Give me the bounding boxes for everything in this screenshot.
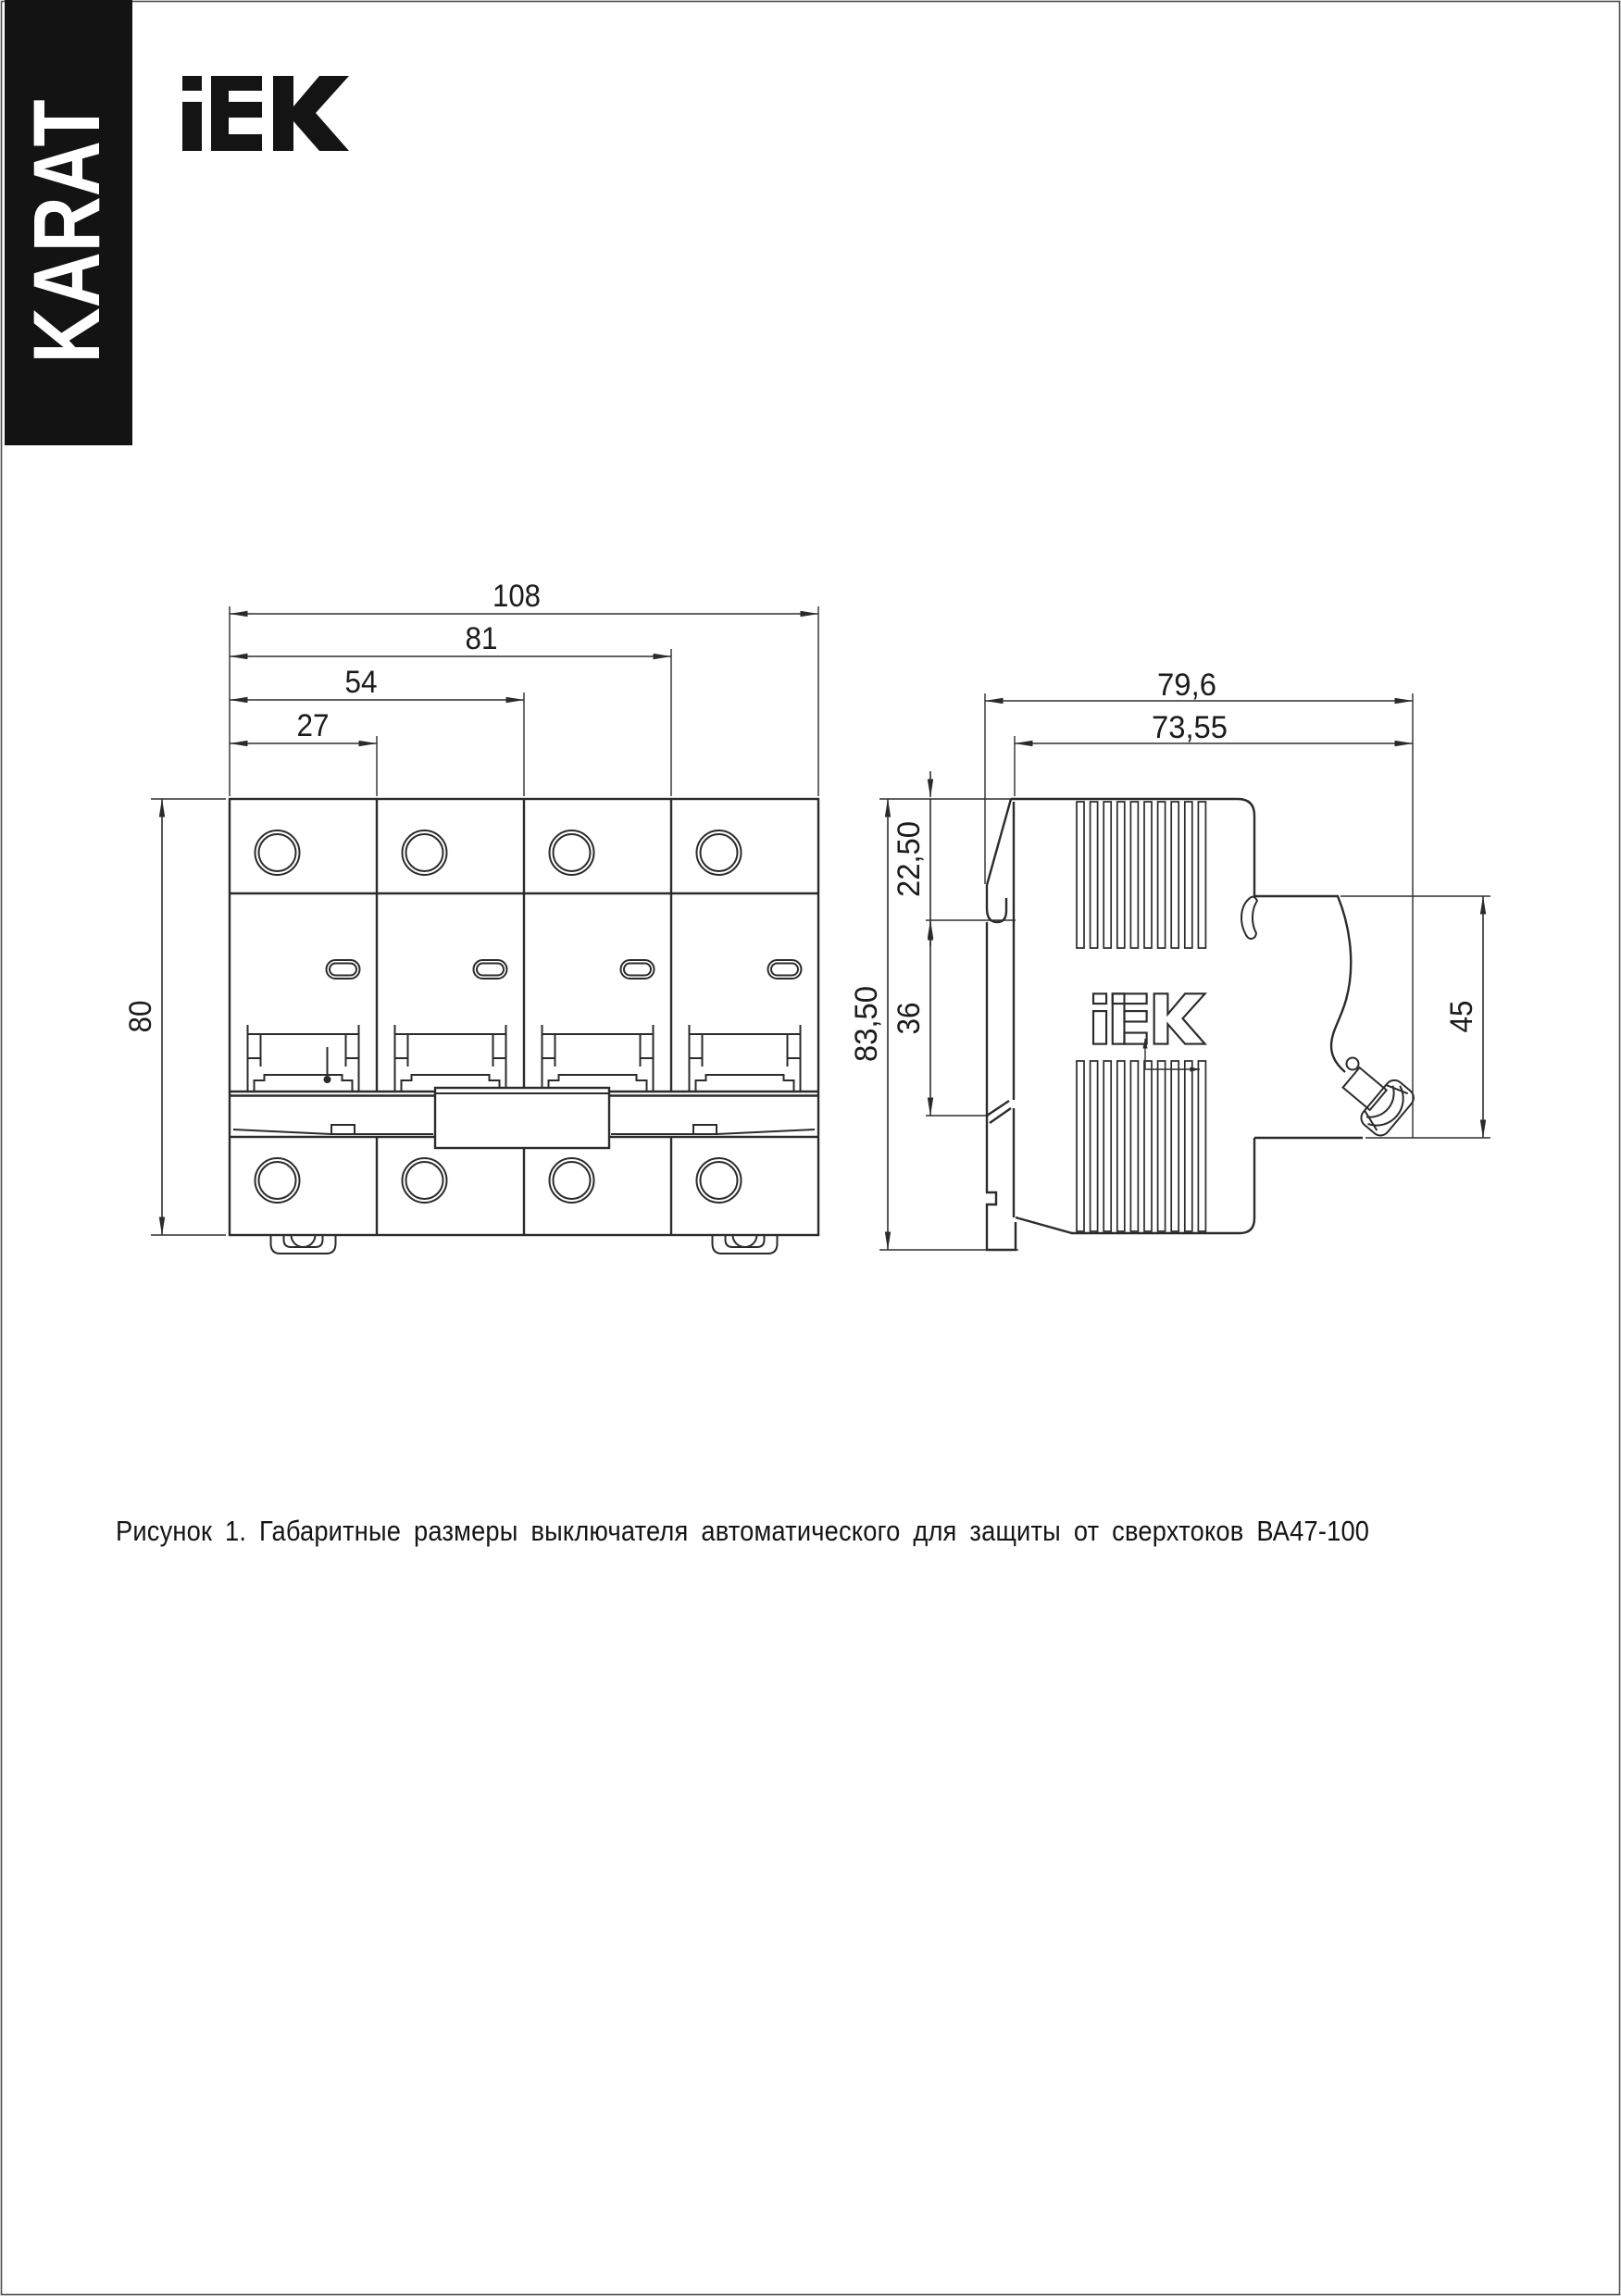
dim-height-total: 83,50	[849, 982, 884, 1062]
dim-width-total: 108	[493, 579, 541, 614]
front-view-bottom-terminals	[256, 1158, 742, 1203]
side-view-ribs	[1077, 802, 1205, 1231]
dim-din-recess: 36	[892, 999, 927, 1035]
dim-front-height: 45	[1444, 997, 1479, 1033]
front-view	[123, 579, 818, 1254]
dim-depth-body: 73,55	[1152, 710, 1228, 745]
iek-logo	[182, 76, 349, 151]
dim-top-offset: 22,50	[892, 817, 927, 897]
front-view-top-terminals	[256, 830, 742, 875]
front-view-din-clips	[271, 1235, 778, 1254]
dim-width-2pole: 54	[344, 665, 378, 700]
side-view-dimensions	[849, 668, 1490, 1250]
dim-width-1pole: 27	[296, 708, 330, 743]
side-view-handle	[1333, 1056, 1417, 1140]
side-view-body-outline	[987, 799, 1363, 1250]
front-view-interlock-bar	[435, 1088, 609, 1148]
dim-width-3pole: 81	[465, 621, 498, 656]
karat-banner-label: KARAT	[14, 40, 119, 364]
dim-depth-total: 79,6	[1157, 668, 1216, 703]
front-view-indicator-ovals	[327, 960, 802, 979]
page-border	[2, 2, 1620, 2295]
side-view-details	[1241, 897, 1359, 1070]
side-view	[849, 668, 1490, 1250]
side-view-iek-logo	[1093, 993, 1205, 1043]
karat-banner	[5, 0, 132, 445]
dim-height-80: 80	[123, 997, 158, 1033]
figure-caption: Рисунок 1. Габаритные размеры выключателя автоматического для защиты от сверхтоков ВА47-100	[116, 1515, 1370, 1547]
front-view-body-outline	[230, 799, 818, 1235]
